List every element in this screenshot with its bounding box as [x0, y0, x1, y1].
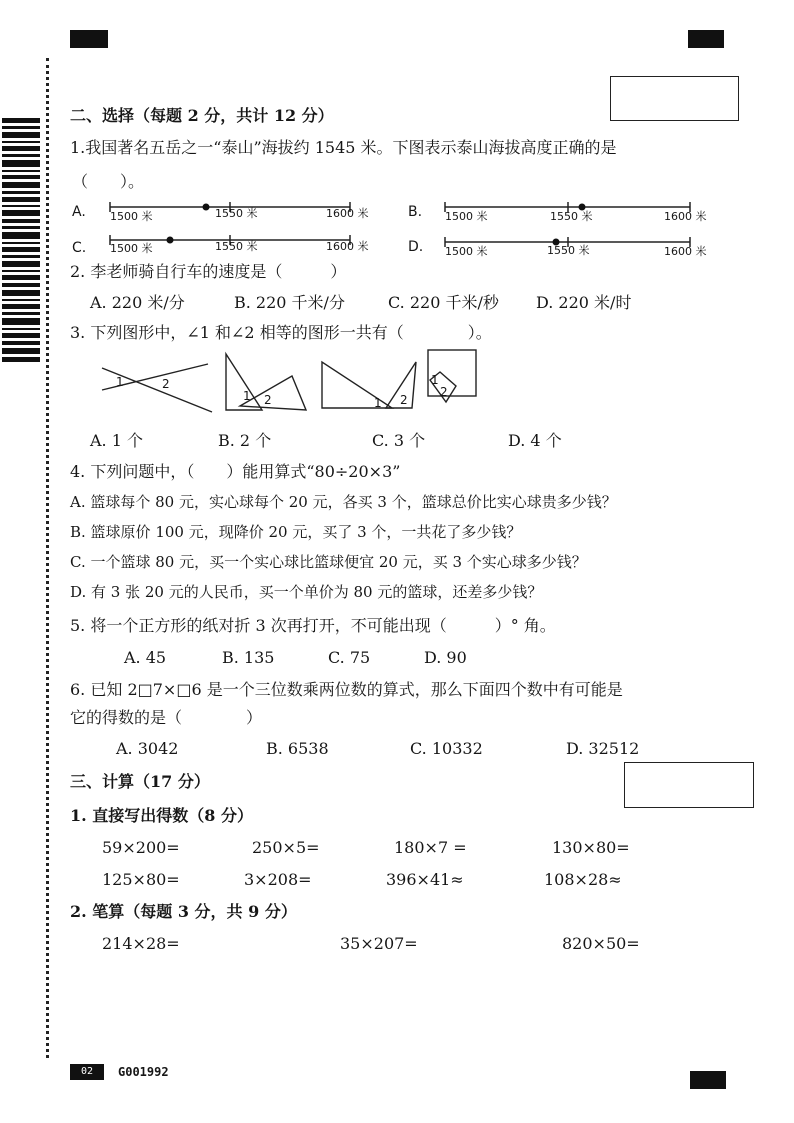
q2-option-c[interactable]: C. 220 千米/秒: [388, 293, 499, 312]
q3-fig3-label-1: 1: [374, 396, 382, 410]
q1-d-letter: D.: [408, 239, 424, 255]
document-code: G001992: [118, 1065, 169, 1079]
q3-option-b[interactable]: B. 2 个: [218, 431, 272, 450]
q1-b-label-left: 1500 米: [445, 210, 488, 223]
q5-option-c[interactable]: C. 75: [328, 648, 371, 667]
q1-a-label-left: 1500 米: [110, 210, 153, 223]
q3-fig1-label-1: 1: [116, 375, 124, 389]
q5-stem: 5. 将一个正方形的纸对折 3 次再打开，不可能出现（ ）° 角。: [70, 616, 556, 635]
calc-part-1-title: 1. 直接写出得数（8 分）: [70, 806, 253, 825]
q1-stem: 1.我国著名五岳之一“泰山”海拔约 1545 米。下图表示泰山海拔高度正确的是: [70, 138, 617, 157]
q1-b-letter: B.: [408, 204, 423, 220]
q2-option-b[interactable]: B. 220 千米/分: [234, 293, 345, 312]
written-calc-2[interactable]: 35×207=: [340, 934, 418, 953]
score-box-section-3[interactable]: [624, 762, 754, 808]
q1-d-label-mid: 1550 米: [547, 244, 590, 257]
q6-option-a[interactable]: A. 3042: [116, 739, 179, 758]
section-3-title: 三、计算（17 分）: [70, 772, 210, 791]
q3-fig2-label-2: 2: [264, 393, 272, 407]
score-box-section-2[interactable]: [610, 76, 739, 121]
q6-option-b[interactable]: B. 6538: [266, 739, 329, 758]
calc-item-6[interactable]: 3×208=: [244, 870, 312, 889]
calc-item-1[interactable]: 59×200=: [102, 838, 180, 857]
q3-fig4-label-2: 2: [440, 385, 448, 399]
q3-fig1-label-2: 2: [162, 377, 170, 391]
calc-item-8[interactable]: 108×28≈: [544, 870, 622, 889]
q1-number-lines: [60, 194, 730, 264]
q3-fig2-label-1: 1: [243, 389, 251, 403]
q3-option-d[interactable]: D. 4 个: [508, 431, 562, 450]
q3-option-c[interactable]: C. 3 个: [372, 431, 426, 450]
binding-dashed-line: [46, 58, 49, 1058]
q5-option-a[interactable]: A. 45: [124, 648, 167, 667]
q1-b-label-mid: 1550 米: [550, 210, 593, 223]
q1-b-label-right: 1600 米: [664, 210, 707, 223]
q1-a-label-right: 1600 米: [326, 207, 369, 220]
q2-option-a[interactable]: A. 220 米/分: [90, 293, 185, 312]
q3-fig4-label-1: 1: [431, 373, 439, 387]
q4-option-a[interactable]: A. 篮球每个 80 元，实心球每个 20 元，各买 3 个，篮球总价比实心球贵多少钱？: [70, 493, 617, 511]
calc-item-2[interactable]: 250×5=: [252, 838, 320, 857]
calc-item-5[interactable]: 125×80=: [102, 870, 180, 889]
q1-c-label-left: 1500 米: [110, 242, 153, 255]
side-barcode: [0, 118, 42, 364]
q1-c-point: [167, 237, 174, 244]
q3-stem: 3. 下列图形中，∠1 和∠2 相等的图形一共有（ ）。: [70, 323, 492, 342]
q4-option-c[interactable]: C. 一个篮球 80 元，买一个实心球比篮球便宜 20 元，买 3 个实心球多少钱？: [70, 553, 587, 571]
q3-option-a[interactable]: A. 1 个: [90, 431, 143, 450]
q4-stem: 4. 下列问题中，（ ）能用算式“80÷20×3”: [70, 462, 401, 481]
q1-a-letter: A.: [72, 204, 86, 220]
written-calc-3[interactable]: 820×50=: [562, 934, 640, 953]
written-calc-1[interactable]: 214×28=: [102, 934, 180, 953]
q4-option-d[interactable]: D. 有 3 张 20 元的人民币，买一个单价为 80 元的篮球，还差多少钱？: [70, 583, 543, 601]
q1-c-letter: C.: [72, 240, 87, 256]
q1-c-label-right: 1600 米: [326, 240, 369, 253]
page-number: 02: [80, 1066, 94, 1077]
q6-option-c[interactable]: C. 10332: [410, 739, 483, 758]
q4-option-b[interactable]: B. 篮球原价 100 元，现降价 20 元，买了 3 个，一共花了多少钱？: [70, 523, 522, 541]
q6-stem-line-1: 6. 已知 2□7×□6 是一个三位数乘两位数的算式，那么下面四个数中有可能是: [70, 680, 623, 699]
calc-item-7[interactable]: 396×41≈: [386, 870, 464, 889]
q2-stem: 2. 李老师骑自行车的速度是（ ）: [70, 262, 347, 281]
q1-d-label-left: 1500 米: [445, 245, 488, 258]
q5-option-b[interactable]: B. 135: [222, 648, 275, 667]
calc-item-3[interactable]: 180×7 =: [394, 838, 467, 857]
registration-mark-top-right: [688, 30, 724, 48]
registration-mark-bottom-right: [690, 1071, 726, 1089]
q6-stem-line-2: 它的得数的是（ ）: [70, 708, 263, 727]
section-2-title: 二、选择（每题 2 分，共计 12 分）: [70, 106, 334, 125]
q1-a-point: [203, 204, 210, 211]
q1-blank: （ ）。: [72, 172, 145, 191]
calc-item-4[interactable]: 130×80=: [552, 838, 630, 857]
q1-a-label-mid: 1550 米: [215, 207, 258, 220]
q2-option-d[interactable]: D. 220 米/时: [536, 293, 632, 312]
page-number-badge: [70, 1064, 104, 1080]
q6-option-d[interactable]: D. 32512: [566, 739, 640, 758]
q5-option-d[interactable]: D. 90: [424, 648, 467, 667]
registration-mark-top-left: [70, 30, 108, 48]
calc-part-2-title: 2. 笔算（每题 3 分，共 9 分）: [70, 902, 297, 921]
q1-d-label-right: 1600 米: [664, 245, 707, 258]
q3-fig3-label-2: 2: [400, 393, 408, 407]
q3-figures: [100, 346, 490, 416]
q1-c-label-mid: 1550 米: [215, 240, 258, 253]
